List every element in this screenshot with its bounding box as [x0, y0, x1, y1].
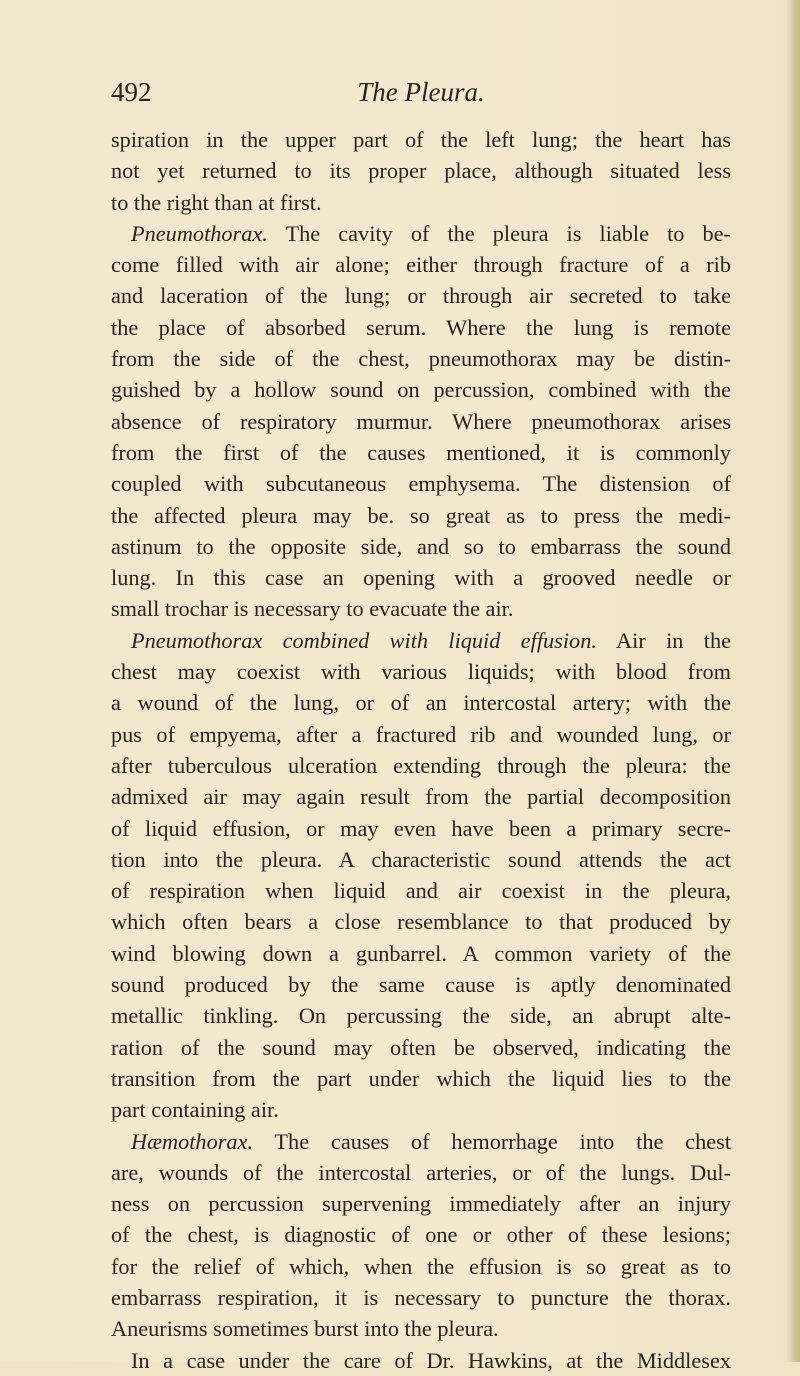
- page-edge-shadow: [786, 0, 800, 1362]
- running-title: The Pleura.: [357, 77, 485, 107]
- text-run: Air in the: [596, 627, 731, 653]
- section-heading-liquid-effusion: Pneumothorax combined with liquid effusion.: [131, 627, 597, 653]
- text-line: ness on percussion supervening immediately after an injury: [111, 1191, 731, 1217]
- text-line: small trochar is necessary to evacuate the air.: [111, 596, 514, 622]
- text-line: for the relief of which, when the effusion is so great as to: [111, 1253, 731, 1279]
- page-number: 492: [111, 77, 152, 107]
- text-line: of the chest, is diagnostic of one or other of these lesions;: [111, 1222, 731, 1248]
- text-line: embarrass respiration, it is necessary to puncture the thorax.: [111, 1284, 731, 1310]
- text-line: sound produced by the same cause is aptly denominated: [111, 972, 731, 998]
- section-heading-haemothorax: Hæmothorax.: [131, 1128, 254, 1154]
- page-header: [111, 72, 731, 112]
- section-heading-pneumothorax: Pneumothorax.: [131, 220, 268, 246]
- text-line: to the right than at first.: [111, 189, 322, 215]
- text-line: [111, 625, 731, 656]
- text-line: the place of absorbed serum. Where the lung is remote: [111, 314, 731, 340]
- text-line: not yet returned to its proper place, although situated less: [111, 158, 731, 184]
- text-line: chest may coexist with various liquids; with blood from: [111, 659, 731, 685]
- text-line: astinum to the opposite side, and so to embarrass the sound: [111, 533, 731, 559]
- text-line: which often bears a close resemblance to that produced by: [111, 909, 731, 935]
- text-line: come filled with air alone; either through fracture of a rib: [111, 252, 731, 278]
- text-line: of respiration when liquid and air coexist in the pleura,: [111, 878, 731, 904]
- text-line: spiration in the upper part of the left lung; the heart has: [111, 127, 731, 152]
- text-line: lung. In this case an opening with a grooved needle or: [111, 565, 731, 591]
- text-line: and laceration of the lung; or through air secreted to take: [111, 283, 731, 309]
- text-line: of liquid effusion, or may even have been a primary secre-: [111, 815, 731, 841]
- text-line: are, wounds of the intercostal arteries, or of the lungs. Dul-: [111, 1159, 731, 1185]
- text-line: the affected pleura may be. so great as to press the medi-: [111, 502, 731, 528]
- text-line: from the side of the chest, pneumothorax may be distin-: [111, 346, 731, 372]
- text-line: wind blowing down a gunbarrel. A common variety of the: [111, 940, 731, 966]
- text-line: a wound of the lung, or of an intercostal artery; with the: [111, 690, 731, 716]
- text-line: transition from the part under which the liquid lies to the: [111, 1065, 731, 1091]
- text-line: [111, 218, 731, 249]
- text-run: The cavity of the pleura is liable to be-: [267, 220, 731, 246]
- text-line: [111, 1126, 731, 1157]
- text-line: metallic tinkling. On percussing the side, an abrupt alte-: [111, 1003, 731, 1029]
- text-line: part containing air.: [111, 1097, 279, 1123]
- text-line: In a case under the care of Dr. Hawkins, at the Middlesex: [131, 1347, 731, 1373]
- text-run: The causes of hemorrhage into the chest: [253, 1128, 731, 1154]
- text-line: pus of empyema, after a fractured rib and wounded lung, or: [111, 721, 731, 747]
- body-text: [111, 124, 731, 1376]
- text-line: admixed air may again result from the partial decomposition: [111, 784, 731, 810]
- text-line: after tuberculous ulceration extending through the pleura: the: [111, 752, 731, 778]
- text-line: absence of respiratory murmur. Where pneumothorax arises: [111, 408, 731, 434]
- text-line: guished by a hollow sound on percussion, combined with the: [111, 377, 731, 403]
- text-line: from the first of the causes mentioned, it is commonly: [111, 439, 731, 465]
- text-line: tion into the pleura. A characteristic sound attends the act: [111, 846, 731, 872]
- text-line: ration of the sound may often be observed, indicating the: [111, 1034, 731, 1060]
- text-line: coupled with subcutaneous emphysema. The distension of: [111, 471, 731, 497]
- text-line: Aneurisms sometimes burst into the pleura.: [111, 1316, 499, 1342]
